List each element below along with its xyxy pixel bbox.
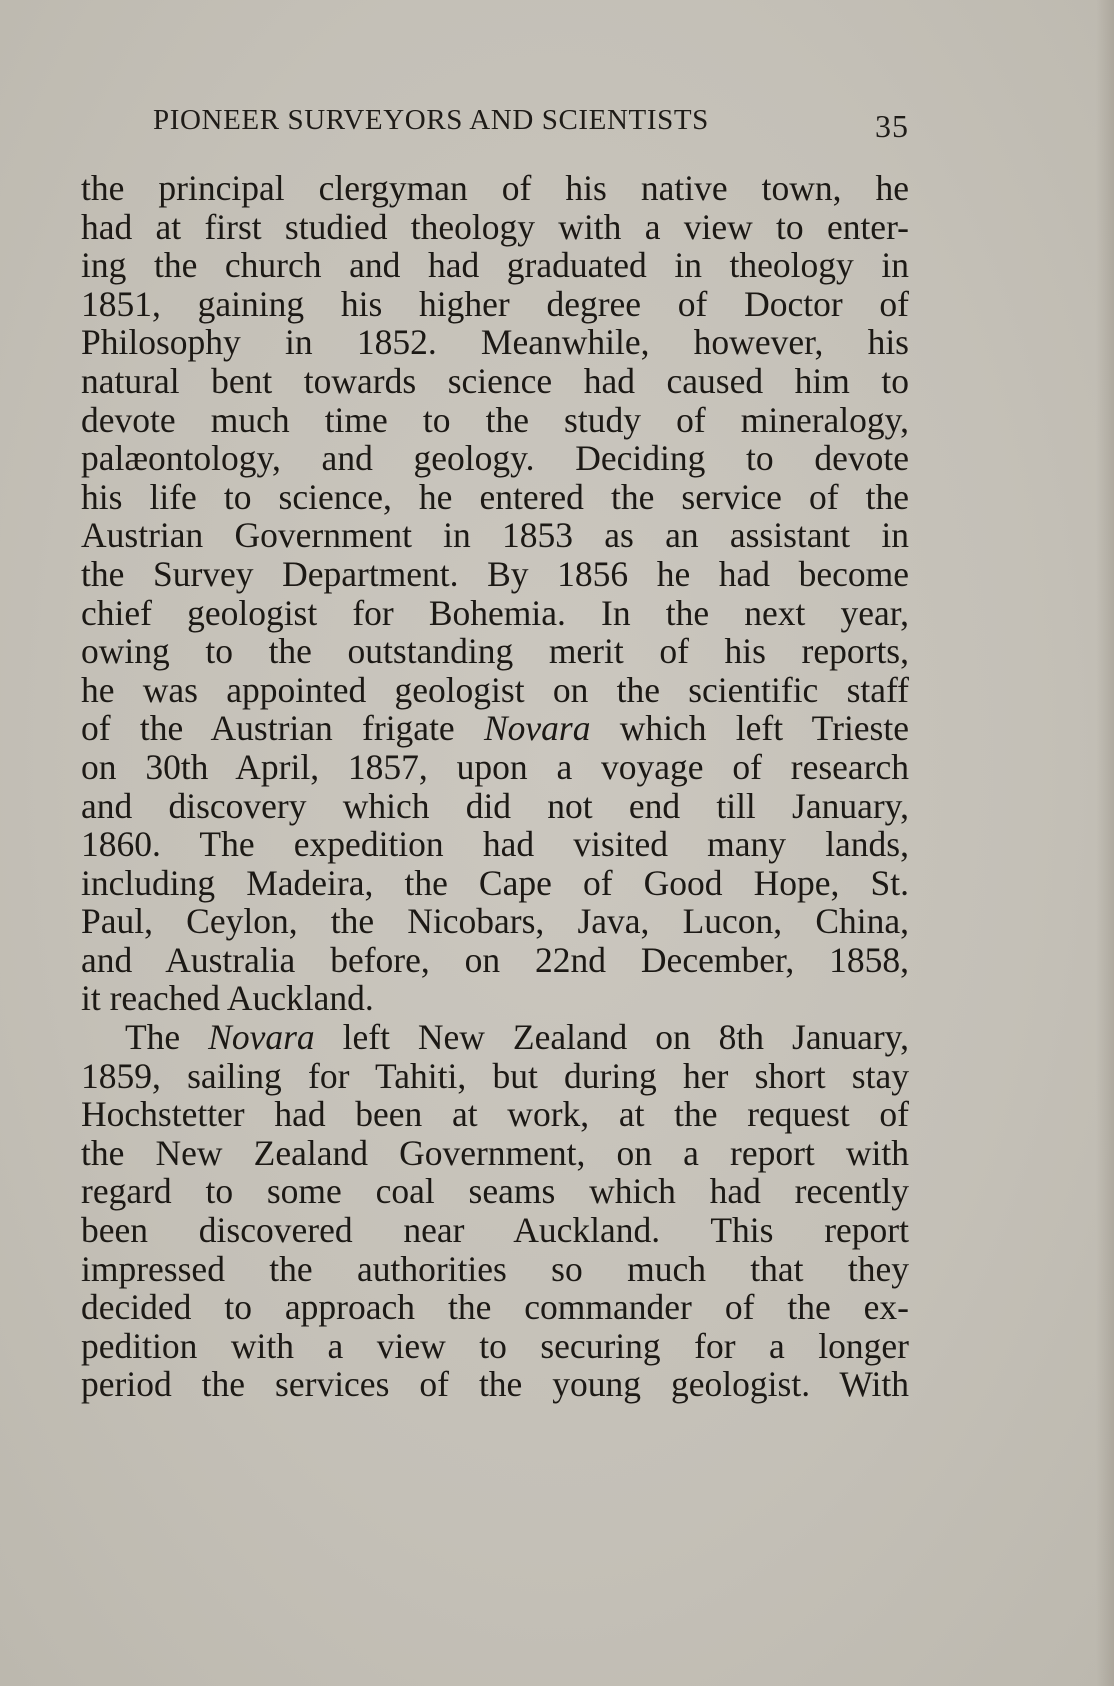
text-line bbox=[81, 169, 909, 208]
text-segment: owing to the outstanding merit of his reports, bbox=[81, 631, 909, 672]
text-segment: pedition with a view to securing for a longer bbox=[81, 1325, 909, 1366]
text-line bbox=[81, 208, 909, 247]
text-segment: been discovered near Auckland. This report bbox=[81, 1210, 909, 1251]
text-line bbox=[81, 439, 909, 478]
text-line bbox=[81, 478, 909, 517]
text-segment: had at first studied theology with a view to enter- bbox=[81, 206, 909, 247]
text-segment: he was appointed geologist on the scientific staff bbox=[81, 669, 909, 710]
text-line bbox=[81, 864, 909, 903]
text-line bbox=[81, 1134, 909, 1173]
text-segment: the Survey Department. By 1856 he had become bbox=[81, 553, 909, 594]
text-segment: devote much time to the study of mineralogy, bbox=[81, 399, 909, 440]
text-segment: it reached Auckland. bbox=[81, 978, 374, 1019]
text-line bbox=[81, 632, 909, 671]
text-line bbox=[81, 1095, 909, 1134]
text-segment: 1851, gaining his higher degree of Doctor of bbox=[81, 283, 909, 324]
text-line bbox=[81, 902, 909, 941]
text-segment: Paul, Ceylon, the Nicobars, Java, Lucon, China, bbox=[81, 901, 909, 942]
text-segment: palæontology, and geology. Deciding to devote bbox=[81, 438, 909, 479]
text-line bbox=[81, 787, 909, 826]
text-segment: ing the church and had graduated in theology in bbox=[81, 245, 909, 286]
text-segment: the New Zealand Government, on a report with bbox=[81, 1132, 909, 1173]
running-head bbox=[153, 100, 913, 144]
text-line bbox=[81, 1250, 909, 1289]
text-line bbox=[81, 1288, 909, 1327]
text-line bbox=[81, 709, 909, 748]
text-line bbox=[81, 1211, 909, 1250]
text-segment: 1860. The expedition had visited many lands, bbox=[81, 824, 909, 865]
text-segment: Hochstetter had been at work, at the request of bbox=[81, 1094, 909, 1135]
text-segment: his life to science, he entered the service of the bbox=[81, 476, 909, 517]
text-line bbox=[81, 362, 909, 401]
text-segment: regard to some coal seams which had recently bbox=[81, 1171, 909, 1212]
text-segment: and Australia before, on 22nd December, 1858, bbox=[81, 939, 909, 980]
text-line bbox=[81, 941, 909, 980]
text-segment: decided to approach the commander of the ex- bbox=[81, 1287, 909, 1328]
text-line bbox=[81, 285, 909, 324]
text-line bbox=[81, 1057, 909, 1096]
text-segment: period the services of the young geologist. With bbox=[81, 1364, 909, 1405]
text-segment: Austrian Government in 1853 as an assistant in bbox=[81, 515, 909, 556]
text-line bbox=[81, 246, 909, 285]
text-line bbox=[81, 1365, 909, 1404]
text-line bbox=[81, 594, 909, 633]
text-segment: Philosophy in 1852. Meanwhile, however, his bbox=[81, 322, 909, 363]
text-segment: which left Trieste bbox=[590, 708, 909, 749]
text-line bbox=[81, 323, 909, 362]
text-line bbox=[81, 671, 909, 710]
text-line bbox=[81, 555, 909, 594]
text-segment: including Madeira, the Cape of Good Hope, St. bbox=[81, 862, 909, 903]
italic-ship-name: Novara bbox=[483, 708, 591, 749]
text-segment: 1859, sailing for Tahiti, but during her short stay bbox=[81, 1055, 909, 1096]
text-line bbox=[81, 516, 909, 555]
text-segment: left New Zealand on 8th January, bbox=[314, 1017, 909, 1058]
text-line bbox=[81, 979, 909, 1018]
text-line bbox=[81, 401, 909, 440]
text-line bbox=[81, 748, 909, 787]
text-segment: the principal clergyman of his native town, he bbox=[81, 168, 909, 208]
text-line bbox=[81, 1018, 909, 1057]
text-segment: impressed the authorities so much that they bbox=[81, 1248, 909, 1289]
body-text bbox=[81, 169, 909, 1404]
text-segment: chief geologist for Bohemia. In the next year, bbox=[81, 592, 909, 633]
text-segment: natural bent towards science had caused him to bbox=[81, 360, 909, 401]
text-line bbox=[81, 1327, 909, 1366]
page-edge-shadow bbox=[1096, 0, 1114, 1686]
text-segment: of the Austrian frigate bbox=[81, 708, 484, 749]
page-number: 35 bbox=[875, 108, 909, 144]
text-segment: on 30th April, 1857, upon a voyage of research bbox=[81, 746, 909, 787]
text-line bbox=[81, 1172, 909, 1211]
text-segment: The bbox=[125, 1017, 209, 1058]
running-head-title: PIONEER SURVEYORS AND SCIENTISTS bbox=[153, 104, 709, 136]
text-segment: and discovery which did not end till January, bbox=[81, 785, 909, 826]
italic-ship-name: Novara bbox=[208, 1017, 315, 1058]
text-line bbox=[81, 825, 909, 864]
